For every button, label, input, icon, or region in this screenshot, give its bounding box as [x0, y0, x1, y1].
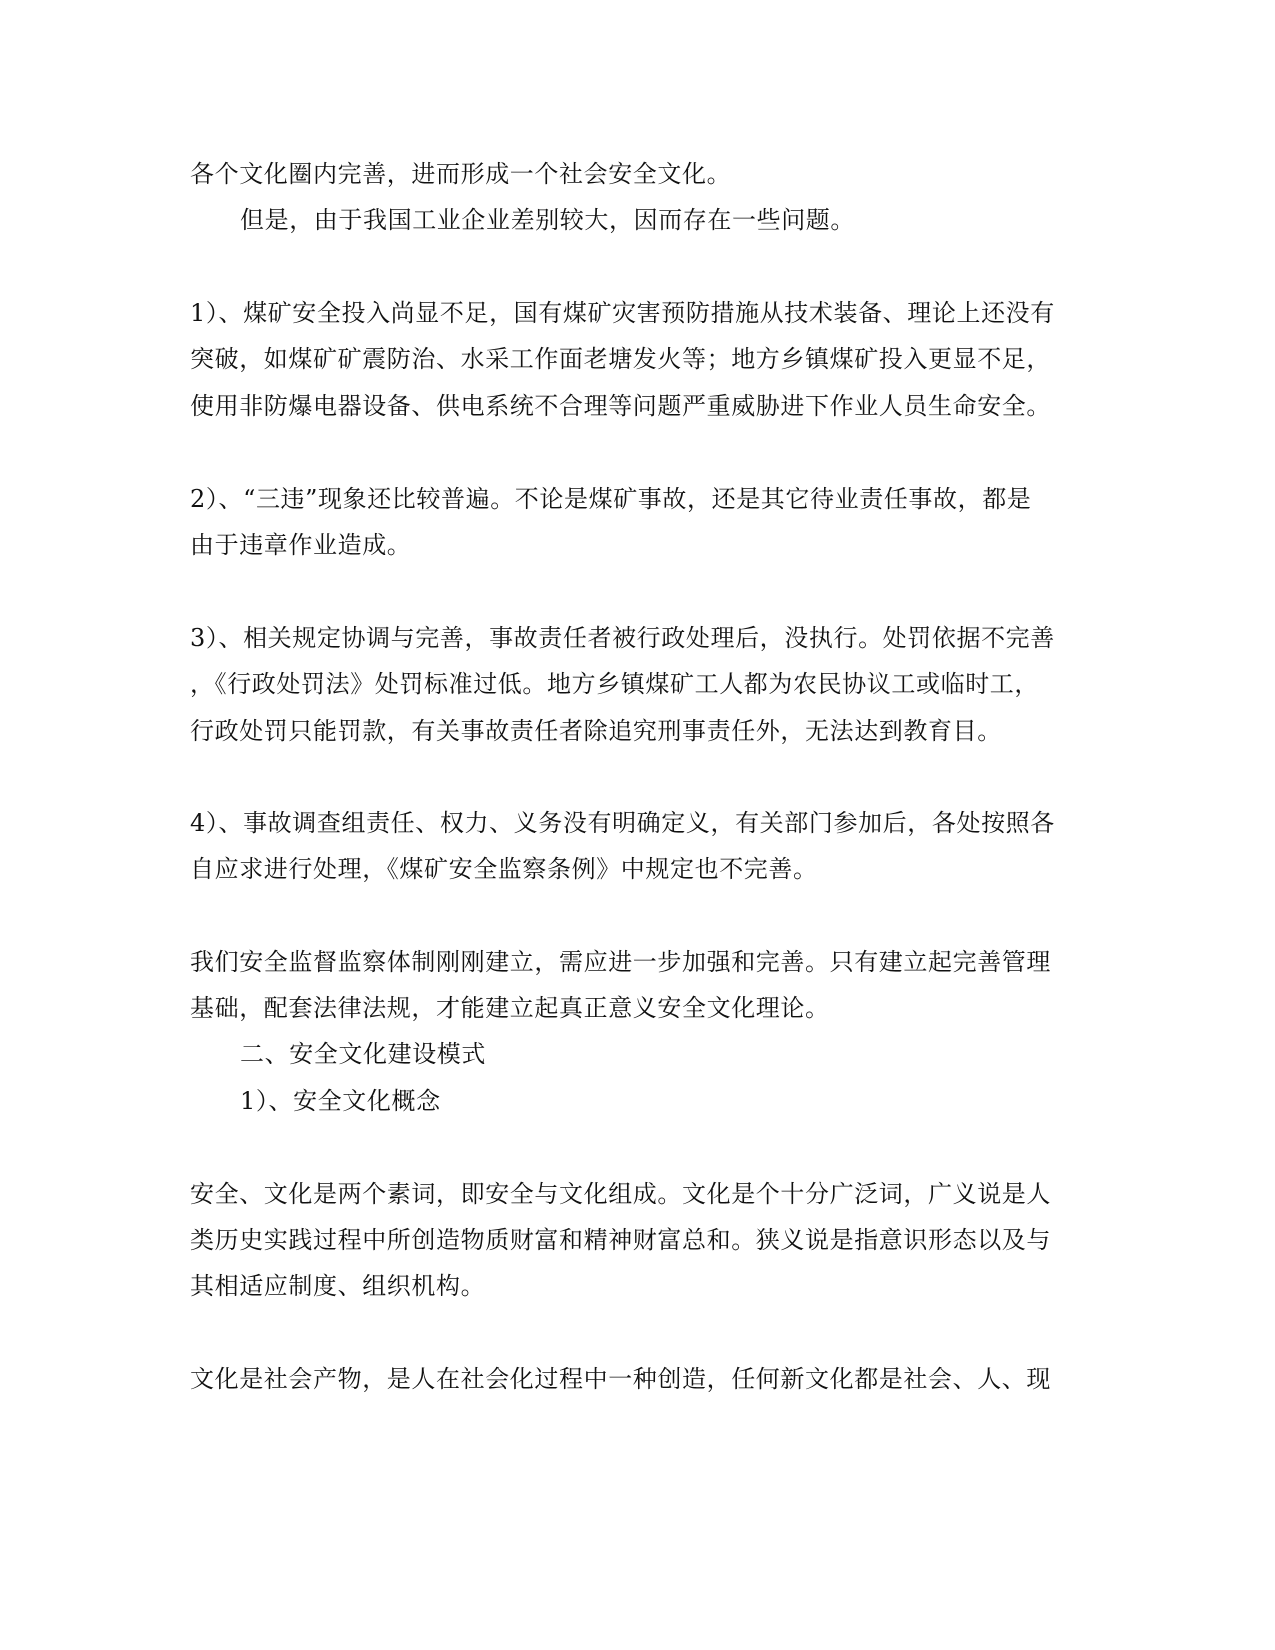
list-item-4-line: 4）、事故调查组责任、权力、义务没有明确定义，有关部门参加后，各处按照各	[190, 809, 1055, 837]
text-line: 安全、文化是两个素词，即安全与文化组成。文化是个十分广泛词，广义说是人	[190, 1180, 1051, 1208]
subsection-heading: 1）、安全文化概念	[240, 1087, 441, 1115]
list-item-1-line: 使用非防爆电器设备、供电系统不合理等问题严重威胁进下作业人员生命安全。	[190, 392, 1051, 420]
list-item-3-line: 3）、相关规定协调与完善，事故责任者被行政处理后，没执行。处罚依据不完善	[190, 624, 1055, 652]
text-line: 文化是社会产物，是人在社会化过程中一种创造，任何新文化都是社会、人、现	[190, 1365, 1051, 1393]
list-item-4-line: 自应求进行处理，《煤矿安全监察条例》中规定也不完善。	[190, 855, 818, 883]
text-line: 我们安全监督监察体制刚刚建立，需应进一步加强和完善。只有建立起完善管理	[190, 948, 1051, 976]
list-item-3-line: ，《行政处罚法》处罚标准过低。地方乡镇煤矿工人都为农民协议工或临时工，	[190, 670, 1039, 698]
list-item-2-line: 2）、“三违”现象还比较普遍。不论是煤矿事故，还是其它待业责任事故，都是	[190, 485, 1032, 513]
list-item-2-line: 由于违章作业造成。	[190, 531, 412, 559]
text-line: 其相适应制度、组织机构。	[190, 1272, 486, 1300]
list-item-1-line: 突破，如煤矿矿震防治、水采工作面老塘发火等；地方乡镇煤矿投入更显不足，	[190, 345, 1051, 373]
section-heading: 二、安全文化建设模式	[240, 1040, 486, 1068]
text-line: 基础，配套法律法规，才能建立起真正意义安全文化理论。	[190, 994, 830, 1022]
list-item-3-line: 行政处罚只能罚款，有关事故责任者除追究刑事责任外，无法达到教育目。	[190, 717, 1002, 745]
list-item-1-line: 1）、煤矿安全投入尚显不足，国有煤矿灾害预防措施从技术装备、理论上还没有	[190, 299, 1055, 327]
text-line: 类历史实践过程中所创造物质财富和精神财富总和。狭义说是指意识形态以及与	[190, 1226, 1051, 1254]
text-line: 各个文化圈内完善，进而形成一个社会安全文化。	[190, 160, 732, 188]
text-line: 但是，由于我国工业企业差别较大，因而存在一些问题。	[240, 206, 855, 234]
